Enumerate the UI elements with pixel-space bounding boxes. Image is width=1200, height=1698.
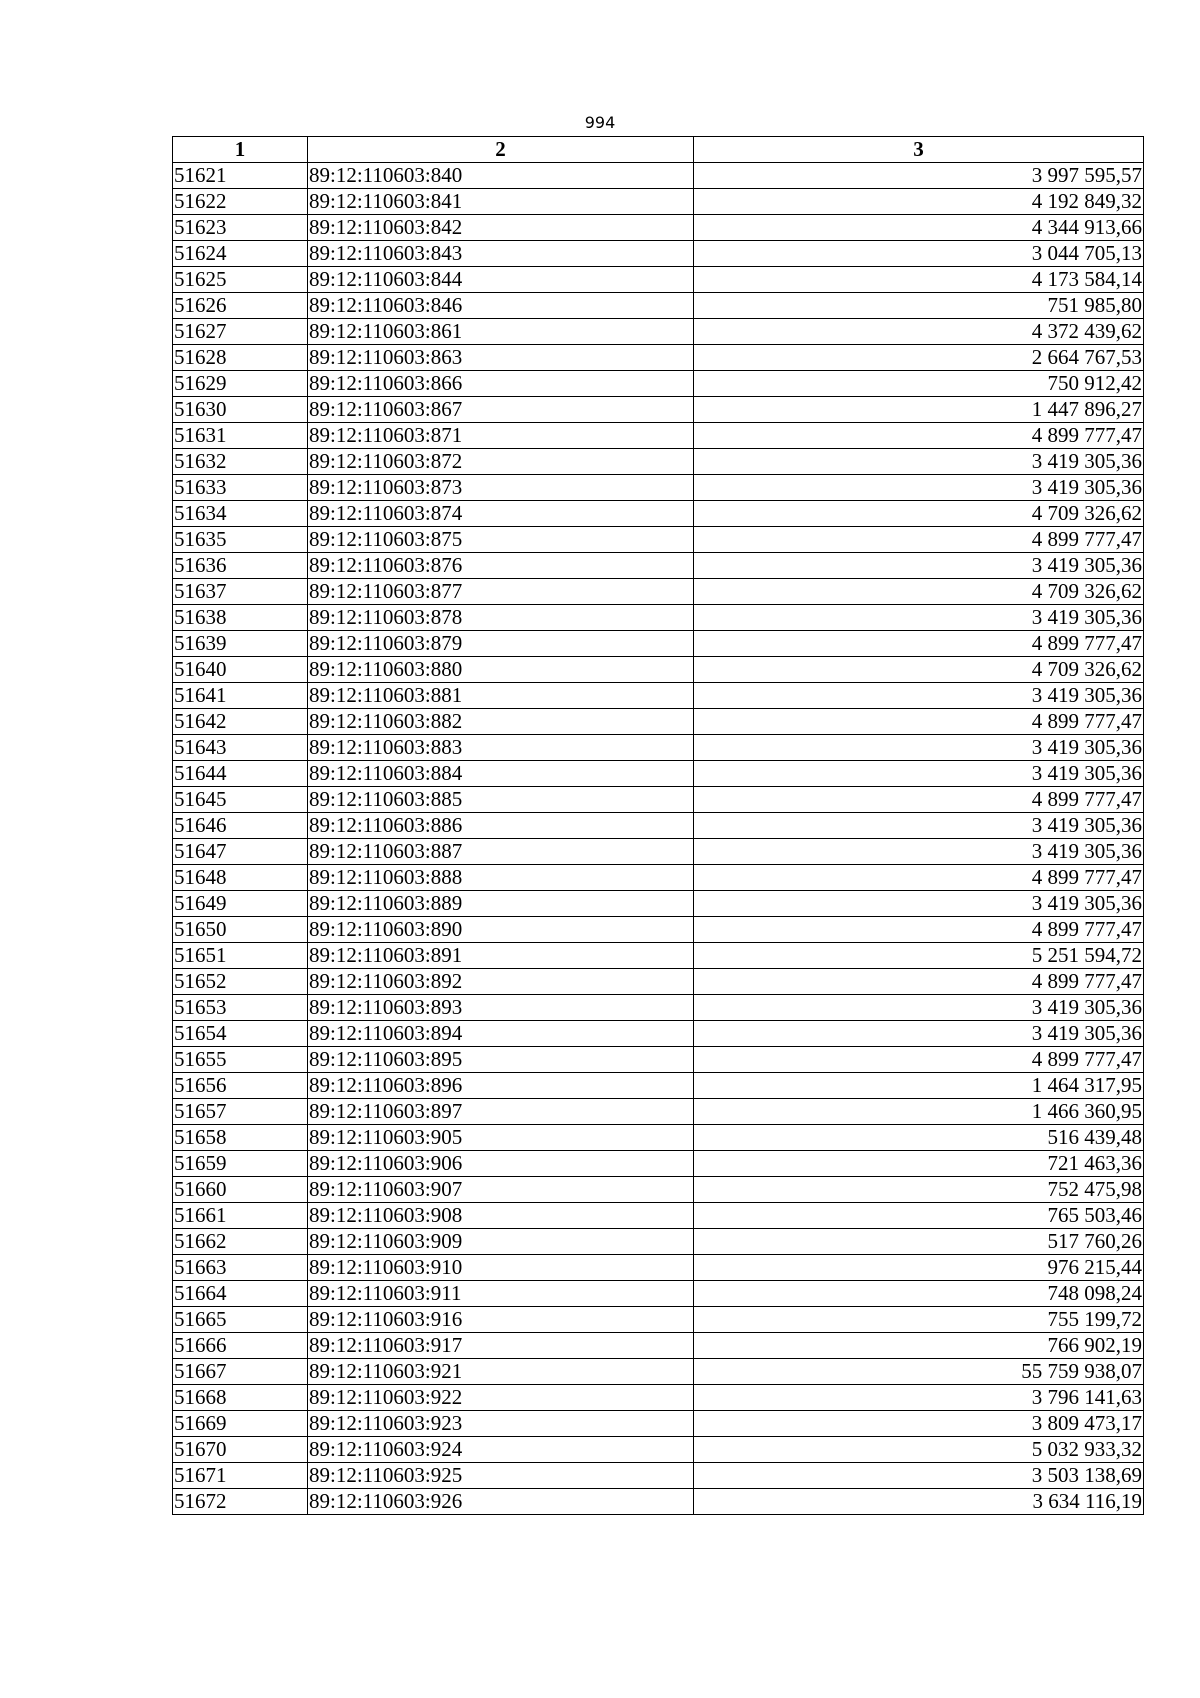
table-row — [173, 1489, 1144, 1515]
table-header — [173, 137, 1144, 163]
table-row — [173, 293, 1144, 319]
table-row — [173, 631, 1144, 657]
value-cell: 55 759 938,07 — [694, 1359, 1144, 1385]
cadastral-number-cell: 89:12:110603:923 — [308, 1411, 694, 1437]
table-row — [173, 969, 1144, 995]
cadastral-number-cell: 89:12:110603:917 — [308, 1333, 694, 1359]
cadastral-number-cell: 89:12:110603:883 — [308, 735, 694, 761]
table-row — [173, 1385, 1144, 1411]
table-row — [173, 683, 1144, 709]
cadastral-number-cell: 89:12:110603:873 — [308, 475, 694, 501]
value-cell: 721 463,36 — [694, 1151, 1144, 1177]
value-cell: 3 419 305,36 — [694, 995, 1144, 1021]
table-row — [173, 1151, 1144, 1177]
value-cell: 5 251 594,72 — [694, 943, 1144, 969]
table-row — [173, 865, 1144, 891]
value-cell: 3 419 305,36 — [694, 1021, 1144, 1047]
table-row — [173, 813, 1144, 839]
cadastral-number-cell: 89:12:110603:897 — [308, 1099, 694, 1125]
row-number-cell: 51671 — [173, 1463, 308, 1489]
row-number-cell: 51647 — [173, 839, 308, 865]
value-cell: 4 899 777,47 — [694, 787, 1144, 813]
cadastral-number-cell: 89:12:110603:874 — [308, 501, 694, 527]
row-number-cell: 51669 — [173, 1411, 308, 1437]
value-cell: 766 902,19 — [694, 1333, 1144, 1359]
value-cell: 4 372 439,62 — [694, 319, 1144, 345]
table-row — [173, 423, 1144, 449]
row-number-cell: 51633 — [173, 475, 308, 501]
row-number-cell: 51656 — [173, 1073, 308, 1099]
row-number-cell: 51657 — [173, 1099, 308, 1125]
cadastral-number-cell: 89:12:110603:884 — [308, 761, 694, 787]
value-cell: 4 192 849,32 — [694, 189, 1144, 215]
value-cell: 3 419 305,36 — [694, 449, 1144, 475]
cadastral-number-cell: 89:12:110603:879 — [308, 631, 694, 657]
value-cell: 4 709 326,62 — [694, 501, 1144, 527]
table-row — [173, 241, 1144, 267]
table-row — [173, 1333, 1144, 1359]
table-row — [173, 267, 1144, 293]
value-cell: 1 464 317,95 — [694, 1073, 1144, 1099]
value-cell: 3 419 305,36 — [694, 735, 1144, 761]
cadastral-number-cell: 89:12:110603:893 — [308, 995, 694, 1021]
cadastral-number-cell: 89:12:110603:892 — [308, 969, 694, 995]
value-cell: 4 899 777,47 — [694, 709, 1144, 735]
value-cell: 5 032 933,32 — [694, 1437, 1144, 1463]
cadastral-number-cell: 89:12:110603:890 — [308, 917, 694, 943]
table-row — [173, 319, 1144, 345]
table-row — [173, 1125, 1144, 1151]
cadastral-number-cell: 89:12:110603:880 — [308, 657, 694, 683]
table-row — [173, 943, 1144, 969]
row-number-cell: 51658 — [173, 1125, 308, 1151]
cadastral-number-cell: 89:12:110603:907 — [308, 1177, 694, 1203]
row-number-cell: 51628 — [173, 345, 308, 371]
value-cell: 4 899 777,47 — [694, 1047, 1144, 1073]
value-cell: 2 664 767,53 — [694, 345, 1144, 371]
value-cell: 3 419 305,36 — [694, 891, 1144, 917]
table-row — [173, 605, 1144, 631]
value-cell: 4 899 777,47 — [694, 969, 1144, 995]
table-row — [173, 579, 1144, 605]
cadastral-number-cell: 89:12:110603:885 — [308, 787, 694, 813]
table-row — [173, 475, 1144, 501]
row-number-cell: 51642 — [173, 709, 308, 735]
table-row — [173, 1281, 1144, 1307]
row-number-cell: 51667 — [173, 1359, 308, 1385]
row-number-cell: 51672 — [173, 1489, 308, 1515]
value-cell: 4 899 777,47 — [694, 527, 1144, 553]
row-number-cell: 51622 — [173, 189, 308, 215]
row-number-cell: 51631 — [173, 423, 308, 449]
table-row — [173, 761, 1144, 787]
cadastral-number-cell: 89:12:110603:871 — [308, 423, 694, 449]
cadastral-number-cell: 89:12:110603:925 — [308, 1463, 694, 1489]
row-number-cell: 51653 — [173, 995, 308, 1021]
value-cell: 748 098,24 — [694, 1281, 1144, 1307]
table-row — [173, 1047, 1144, 1073]
cadastral-number-cell: 89:12:110603:909 — [308, 1229, 694, 1255]
column-header-1: 1 — [173, 137, 308, 163]
cadastral-number-cell: 89:12:110603:861 — [308, 319, 694, 345]
value-cell: 4 899 777,47 — [694, 631, 1144, 657]
value-cell: 3 419 305,36 — [694, 683, 1144, 709]
value-cell: 517 760,26 — [694, 1229, 1144, 1255]
page-number: 994 — [584, 113, 616, 132]
cadastral-number-cell: 89:12:110603:894 — [308, 1021, 694, 1047]
table-body — [173, 163, 1144, 1515]
table-row — [173, 1099, 1144, 1125]
row-number-cell: 51636 — [173, 553, 308, 579]
cadastral-number-cell: 89:12:110603:882 — [308, 709, 694, 735]
table-row — [173, 787, 1144, 813]
value-cell: 3 809 473,17 — [694, 1411, 1144, 1437]
value-cell: 751 985,80 — [694, 293, 1144, 319]
header-row — [173, 137, 1144, 163]
cadastral-number-cell: 89:12:110603:842 — [308, 215, 694, 241]
cadastral-number-cell: 89:12:110603:840 — [308, 163, 694, 189]
value-cell: 4 173 584,14 — [694, 267, 1144, 293]
table-row — [173, 527, 1144, 553]
row-number-cell: 51666 — [173, 1333, 308, 1359]
cadastral-number-cell: 89:12:110603:891 — [308, 943, 694, 969]
row-number-cell: 51624 — [173, 241, 308, 267]
cadastral-number-cell: 89:12:110603:846 — [308, 293, 694, 319]
row-number-cell: 51665 — [173, 1307, 308, 1333]
table-row — [173, 1203, 1144, 1229]
table-row — [173, 163, 1144, 189]
table-row — [173, 1229, 1144, 1255]
cadastral-number-cell: 89:12:110603:916 — [308, 1307, 694, 1333]
row-number-cell: 51649 — [173, 891, 308, 917]
value-cell: 750 912,42 — [694, 371, 1144, 397]
value-cell: 3 419 305,36 — [694, 761, 1144, 787]
row-number-cell: 51663 — [173, 1255, 308, 1281]
value-cell: 976 215,44 — [694, 1255, 1144, 1281]
cadastral-number-cell: 89:12:110603:921 — [308, 1359, 694, 1385]
cadastral-number-cell: 89:12:110603:911 — [308, 1281, 694, 1307]
table-row — [173, 371, 1144, 397]
cadastral-number-cell: 89:12:110603:888 — [308, 865, 694, 891]
row-number-cell: 51651 — [173, 943, 308, 969]
row-number-cell: 51629 — [173, 371, 308, 397]
cadastral-number-cell: 89:12:110603:922 — [308, 1385, 694, 1411]
table-row — [173, 1463, 1144, 1489]
row-number-cell: 51635 — [173, 527, 308, 553]
row-number-cell: 51640 — [173, 657, 308, 683]
row-number-cell: 51668 — [173, 1385, 308, 1411]
row-number-cell: 51638 — [173, 605, 308, 631]
row-number-cell: 51659 — [173, 1151, 308, 1177]
row-number-cell: 51652 — [173, 969, 308, 995]
value-cell: 3 503 138,69 — [694, 1463, 1144, 1489]
table-row — [173, 917, 1144, 943]
cadastral-number-cell: 89:12:110603:867 — [308, 397, 694, 423]
cadastral-number-cell: 89:12:110603:844 — [308, 267, 694, 293]
row-number-cell: 51664 — [173, 1281, 308, 1307]
value-cell: 516 439,48 — [694, 1125, 1144, 1151]
table-row — [173, 1073, 1144, 1099]
table-row — [173, 995, 1144, 1021]
cadastral-number-cell: 89:12:110603:886 — [308, 813, 694, 839]
row-number-cell: 51660 — [173, 1177, 308, 1203]
column-header-3: 3 — [694, 137, 1144, 163]
table-row — [173, 709, 1144, 735]
value-cell: 3 634 116,19 — [694, 1489, 1144, 1515]
cadastral-number-cell: 89:12:110603:863 — [308, 345, 694, 371]
value-cell: 752 475,98 — [694, 1177, 1144, 1203]
cadastral-number-cell: 89:12:110603:926 — [308, 1489, 694, 1515]
table-row — [173, 1255, 1144, 1281]
row-number-cell: 51634 — [173, 501, 308, 527]
table-row — [173, 735, 1144, 761]
row-number-cell: 51632 — [173, 449, 308, 475]
table-row — [173, 345, 1144, 371]
row-number-cell: 51654 — [173, 1021, 308, 1047]
table-row — [173, 1411, 1144, 1437]
value-cell: 4 709 326,62 — [694, 657, 1144, 683]
row-number-cell: 51630 — [173, 397, 308, 423]
cadastral-number-cell: 89:12:110603:908 — [308, 1203, 694, 1229]
cadastral-number-cell: 89:12:110603:878 — [308, 605, 694, 631]
value-cell: 765 503,46 — [694, 1203, 1144, 1229]
value-cell: 3 419 305,36 — [694, 839, 1144, 865]
row-number-cell: 51670 — [173, 1437, 308, 1463]
cadastral-number-cell: 89:12:110603:887 — [308, 839, 694, 865]
value-cell: 1 466 360,95 — [694, 1099, 1144, 1125]
column-header-2: 2 — [308, 137, 694, 163]
value-cell: 3 044 705,13 — [694, 241, 1144, 267]
table-row — [173, 1359, 1144, 1385]
value-cell: 4 709 326,62 — [694, 579, 1144, 605]
table-row — [173, 1437, 1144, 1463]
table-row — [173, 891, 1144, 917]
cadastral-number-cell: 89:12:110603:843 — [308, 241, 694, 267]
table-row — [173, 1307, 1144, 1333]
row-number-cell: 51639 — [173, 631, 308, 657]
row-number-cell: 51648 — [173, 865, 308, 891]
cadastral-number-cell: 89:12:110603:877 — [308, 579, 694, 605]
row-number-cell: 51644 — [173, 761, 308, 787]
cadastral-number-cell: 89:12:110603:910 — [308, 1255, 694, 1281]
cadastral-number-cell: 89:12:110603:906 — [308, 1151, 694, 1177]
row-number-cell: 51643 — [173, 735, 308, 761]
cadastral-number-cell: 89:12:110603:924 — [308, 1437, 694, 1463]
table-row — [173, 1177, 1144, 1203]
cadastral-number-cell: 89:12:110603:875 — [308, 527, 694, 553]
cadastral-number-cell: 89:12:110603:881 — [308, 683, 694, 709]
value-cell: 4 899 777,47 — [694, 423, 1144, 449]
value-cell: 4 344 913,66 — [694, 215, 1144, 241]
table-row — [173, 215, 1144, 241]
row-number-cell: 51626 — [173, 293, 308, 319]
table-row — [173, 839, 1144, 865]
row-number-cell: 51623 — [173, 215, 308, 241]
row-number-cell: 51655 — [173, 1047, 308, 1073]
row-number-cell: 51661 — [173, 1203, 308, 1229]
cadastral-number-cell: 89:12:110603:866 — [308, 371, 694, 397]
row-number-cell: 51662 — [173, 1229, 308, 1255]
table-row — [173, 657, 1144, 683]
row-number-cell: 51650 — [173, 917, 308, 943]
table-row — [173, 501, 1144, 527]
registry-table — [172, 136, 1144, 1515]
table-row — [173, 189, 1144, 215]
cadastral-number-cell: 89:12:110603:872 — [308, 449, 694, 475]
table-row — [173, 1021, 1144, 1047]
row-number-cell: 51641 — [173, 683, 308, 709]
value-cell: 4 899 777,47 — [694, 865, 1144, 891]
cadastral-number-cell: 89:12:110603:841 — [308, 189, 694, 215]
row-number-cell: 51627 — [173, 319, 308, 345]
value-cell: 4 899 777,47 — [694, 917, 1144, 943]
value-cell: 755 199,72 — [694, 1307, 1144, 1333]
cadastral-number-cell: 89:12:110603:889 — [308, 891, 694, 917]
cadastral-number-cell: 89:12:110603:905 — [308, 1125, 694, 1151]
value-cell: 1 447 896,27 — [694, 397, 1144, 423]
row-number-cell: 51646 — [173, 813, 308, 839]
value-cell: 3 419 305,36 — [694, 475, 1144, 501]
row-number-cell: 51637 — [173, 579, 308, 605]
row-number-cell: 51625 — [173, 267, 308, 293]
cadastral-number-cell: 89:12:110603:876 — [308, 553, 694, 579]
row-number-cell: 51645 — [173, 787, 308, 813]
row-number-cell: 51621 — [173, 163, 308, 189]
value-cell: 3 419 305,36 — [694, 553, 1144, 579]
table-row — [173, 553, 1144, 579]
cadastral-number-cell: 89:12:110603:896 — [308, 1073, 694, 1099]
value-cell: 3 796 141,63 — [694, 1385, 1144, 1411]
value-cell: 3 997 595,57 — [694, 163, 1144, 189]
table-row — [173, 397, 1144, 423]
table-row — [173, 449, 1144, 475]
value-cell: 3 419 305,36 — [694, 813, 1144, 839]
cadastral-number-cell: 89:12:110603:895 — [308, 1047, 694, 1073]
value-cell: 3 419 305,36 — [694, 605, 1144, 631]
